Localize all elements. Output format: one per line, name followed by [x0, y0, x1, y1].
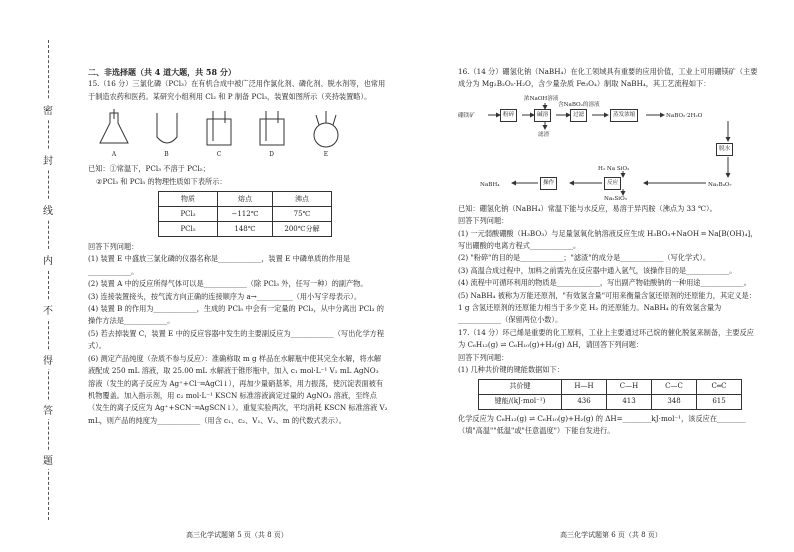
- known-line: 已知：①常温下，PCl₃ 不溶于 PCl₅；: [88, 164, 210, 174]
- table-cell: 348: [652, 394, 697, 409]
- flow-reagent-naoh: 浓NaOH溶液: [524, 95, 559, 102]
- table-cell: −112℃: [218, 207, 273, 222]
- right-page: [458, 66, 760, 437]
- question-part: (1) 一元弱酸硼酸（H₃BO₃）与足量氢氧化钠溶液反应生成 H₃BO₃+NaOH ═ Na[B(OH)₄]，写出硼酸的电离方程式____________。: [458, 228, 758, 251]
- table-cell: 615: [697, 394, 742, 409]
- question-part: (5) NaBH₄ 被称为万能还原剂，"有效氢含量"可用来衡量含氢还原剂的还原能力，其定义是：1 g 含氢还原剂的还原能力相当于多少克 H₂ 的还原能力。NaBH₄ 的有效氢含量为____________（保留两位小数）。: [458, 290, 756, 325]
- question-part: (2) "粉碎"的目的是____________；"滤渣"的成分是____________（写化学式）。: [458, 253, 711, 263]
- apparatus-d: [254, 109, 290, 161]
- process-flowchart: [458, 93, 758, 201]
- apparatus-a: [96, 109, 132, 161]
- table-row: [479, 394, 742, 409]
- table-cell: PCl₅: [159, 222, 218, 237]
- answer-intro: 回答下列问题：: [88, 242, 139, 252]
- table-header: C═C: [697, 379, 742, 394]
- question-part: (4) 流程中可循环利用的物质是____________，写出副产物硅酸钠的一种用途____________。: [458, 278, 751, 288]
- flow-filtrate: 含NaBO₂的溶液: [558, 101, 600, 108]
- table-header: 物质: [159, 192, 218, 207]
- flow-step-react: 反应: [604, 177, 621, 190]
- apparatus-b: [149, 109, 185, 161]
- question-part: (3) 高温合成过程中，加料之前需先在反应器中通入氩气，该操作目的是____________。: [458, 265, 737, 275]
- flow-step-dissolve: 碱溶: [534, 109, 551, 122]
- binding-margin: [0, 0, 62, 552]
- flow-label-ore: 硼镁矿: [458, 112, 475, 119]
- table-cell: 75℃: [273, 207, 332, 222]
- flask-icon: [96, 109, 132, 149]
- question-part: (4) 装置 B 的作用为____________，生成的 PCl₅ 中会有一定量的 PCl₃，从中分离出 PCl₃ 的操作方法是____________。: [88, 304, 384, 326]
- flow-product-hydrate: NaBO₂·2H₂O: [666, 112, 703, 119]
- three-neck-flask-icon: [306, 109, 346, 149]
- q16-intro: 16.（14 分）硼氢化钠（NaBH₄）在化工领域具有重要的应用价值，工业上可用硼镁矿（主要成分为 Mg₂B₂O₅·H₂O，含少量杂质 Fe₃O₄）制取 NaBH₄，其工艺流程如下：: [458, 67, 758, 89]
- apparatus-letter: B: [164, 150, 169, 158]
- u-tube-icon: [149, 109, 185, 149]
- question-part: (3) 连接装置接头，按气流方向正确的连接顺序为 a→__________（用小写字母表示）。: [88, 291, 362, 301]
- apparatus-diagram: [96, 105, 346, 161]
- table-header: C—H: [607, 379, 652, 394]
- flow-product-borate: Na₂B₄O₇: [708, 181, 732, 188]
- page-footer-left: 高三化学试题第 5 页（共 8 页）: [186, 531, 288, 539]
- flow-reagents: H₂ Na SiO₂: [598, 165, 630, 172]
- flow-step-evaporate: 蒸发浓缩: [610, 109, 638, 122]
- table-cell: 键能/(kJ·mol⁻¹): [479, 394, 562, 409]
- apparatus-letter: E: [323, 150, 329, 158]
- table-cell: PCl₃: [159, 207, 218, 222]
- q17-intro: 17.（14 分）环己烯是重要的化工原料，工业上主要通过环己烷的催化脱氢来制备，主要反应为 C₆H₁₂(g) ⇌ C₆H₁₀(g)+H₂(g) ΔH，请回答下列问题：: [458, 327, 754, 350]
- page-footer-right: 高三化学试题第 6 页（共 8 页）: [560, 531, 662, 539]
- question-part: (2) 装置 A 中的反应所得气体可以是____________（除 PCl₃ 外，任写一种）的副产物。: [88, 279, 368, 289]
- binding-char: 题: [38, 450, 58, 469]
- flow-byproduct: Na₂SiO₃: [604, 195, 627, 202]
- flow-residue: 滤渣: [538, 131, 550, 138]
- apparatus-c: [201, 109, 237, 161]
- flow-step-dehydrate: 脱水: [716, 143, 733, 156]
- question-part: (6) 测定产品纯度（杂质不参与反应）：准确称取 m g 样品在水解瓶中使其完全水解，将水解液配成 250 mL 溶液，取 25.00 mL 水解液于锥形瓶中，加入 c₁ mol·L⁻¹ V₁ mL AgNO₃ 溶液（发生的离子反应为 Ag⁺+Cl⁻═AgCl↓），再加少量硝基苯，用力振荡，使沉淀表面被有机物覆盖。加入指示剂，用 c₂ mol·L⁻¹ KSCN 标准溶液滴定过量的 AgNO₃ 溶液，至终点（发生的离子反应为 Ag⁺+SCN⁻═AgSCN↓）。重复实验两次，平均消耗 KSCN 标准溶液 V₂ mL，则产品的纯度为____________（用含 c₁、c₂、V₁、V₂、m 的代数式表示）。: [88, 353, 388, 425]
- flow-final-product: NaBH₄: [480, 181, 500, 188]
- table-cell: 148℃: [218, 222, 273, 237]
- table-cell: 413: [607, 394, 652, 409]
- table-header: H—H: [562, 379, 607, 394]
- apparatus-e: [306, 109, 346, 161]
- binding-char: 不: [38, 300, 58, 319]
- known-line: 已知：硼氢化钠（NaBH₄）常温下能与水反应，易溶于异丙胺（沸点为 33 ℃）。: [458, 203, 717, 213]
- flow-step-operate: 操作: [540, 177, 557, 190]
- binding-char: 答: [38, 400, 58, 419]
- binding-char: 线: [38, 200, 58, 219]
- table-row: [159, 222, 332, 237]
- binding-char: 得: [38, 350, 58, 369]
- gas-bottle-icon: [254, 109, 290, 149]
- apparatus-letter: C: [216, 150, 222, 158]
- table-row: [479, 379, 742, 394]
- binding-char: 内: [38, 250, 58, 269]
- question-part: (1) 装置 E 中盛放三氯化磷的仪器名称是____________，装置 E 中磷单质的作用是____________。: [88, 254, 351, 276]
- apparatus-letter: A: [111, 150, 117, 158]
- table-cell: 200℃分解: [273, 222, 332, 237]
- q17-tail: 化学反应为 C₆H₁₂(g) ⇌ C₆H₁₀(g)+H₂(g) 的 ΔH=________kJ·mol⁻¹，该反应在________（填"高温""低温"或"任意温度"）下能自发进行。: [458, 413, 746, 435]
- gas-bottle-icon: [201, 109, 237, 149]
- table-row: [159, 207, 332, 222]
- table-header: 沸点: [273, 192, 332, 207]
- flow-step-filter: 过滤: [570, 109, 587, 122]
- known-line: ②PCl₃ 和 PCl₅ 的物理性质如下表所示：: [96, 176, 227, 186]
- known-line: 回答下列问题：: [458, 216, 509, 226]
- left-page: [88, 66, 388, 427]
- property-table: [158, 191, 332, 237]
- binding-char: 封: [38, 150, 58, 169]
- question-part: (5) 若去掉装置 C，装置 E 中的反应容器中发生的主要副反应为____________（写出化学方程式）。: [88, 328, 385, 351]
- binding-char: 密: [38, 100, 58, 119]
- table-header: 熔点: [218, 192, 273, 207]
- bond-energy-table: [478, 379, 742, 410]
- q17-sub: (1) 几种共价键的键能数据如下：: [458, 365, 564, 375]
- table-header: C—C: [652, 379, 697, 394]
- q17-sub: 回答下列问题：: [458, 352, 509, 362]
- flow-step-grind: 粉碎: [500, 109, 517, 122]
- apparatus-letter: D: [269, 150, 274, 158]
- table-cell: 436: [562, 394, 607, 409]
- section-heading: 二、非选择题（共 4 道大题，共 58 分）: [88, 67, 236, 77]
- q15-intro: 15.（16 分）三氯化磷（PCl₃）在有机合成中被广泛用作氯化剂、磷化剂、脱水剂等，也常用于制造农药和医药。某研究小组利用 Cl₂ 和 P 制备 PCl₃，装置如图所示（夹持装置略）。: [88, 79, 386, 101]
- table-header: 共价键: [479, 379, 562, 394]
